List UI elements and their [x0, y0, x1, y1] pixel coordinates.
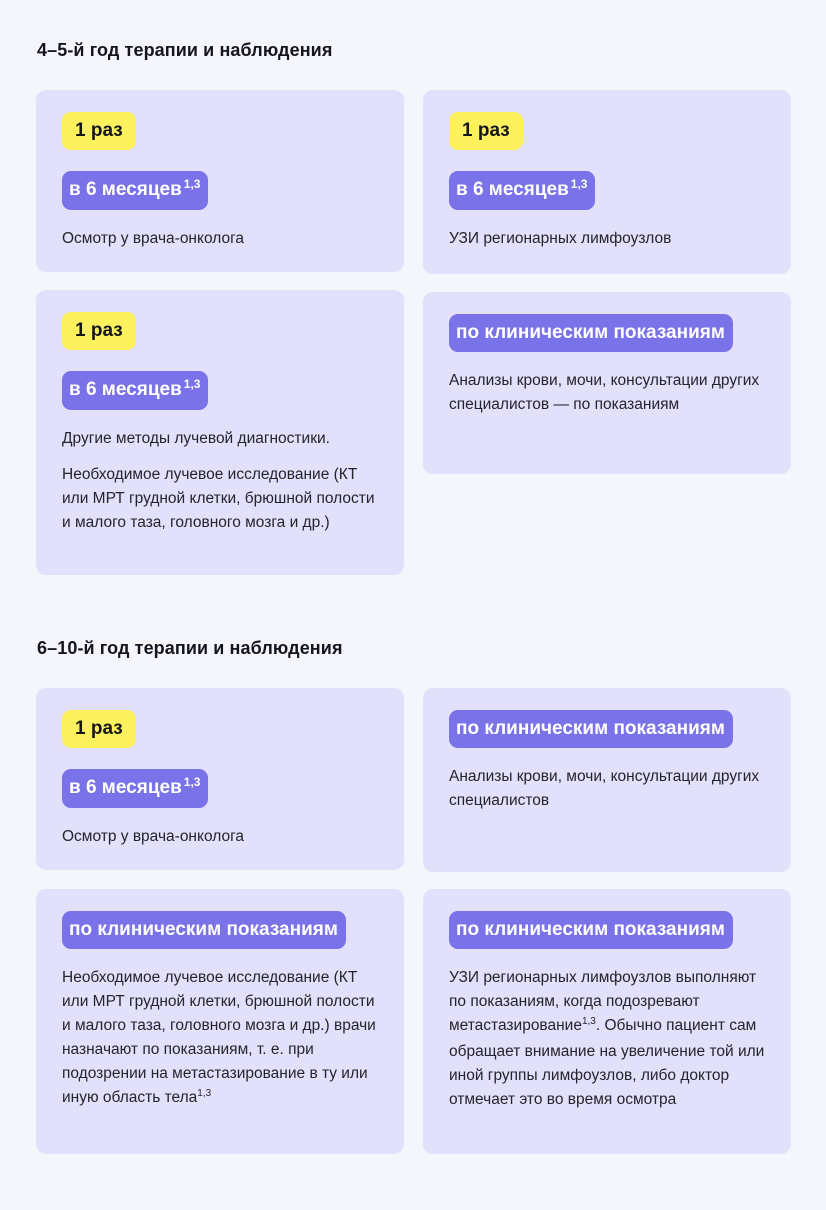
reference-mark: 1,3 — [183, 775, 201, 789]
card-description — [62, 966, 378, 1112]
card-lymph-node-ultrasound — [423, 90, 791, 274]
section-title-years-4-5: 4–5-й год терапии и наблюдения — [37, 40, 333, 60]
period-label: в 6 месяцев — [69, 179, 182, 200]
card-radiology — [36, 290, 404, 575]
frequency-badge: 1 раз — [62, 710, 136, 748]
card-description: Осмотр у врача-онколога — [62, 828, 245, 845]
period-badge — [449, 171, 595, 210]
section-title-years-6-10: 6–10-й год терапии и наблюдения — [37, 638, 343, 658]
card-description-text: УЗИ регионарных лимфоузлов выполняют по показаниям, когда подозревают метастазирование — [449, 969, 757, 1034]
period-label: в 6 месяцев — [456, 179, 569, 200]
card-description: Осмотр у врача-онколога — [62, 230, 245, 247]
card-blood-urine-tests — [423, 292, 791, 474]
card-description-text: Необходимое лучевое исследование (КТ или МРТ грудной клетки, брюшной полости и малого таза, головного мозга и др.) врачи назначают по показаниям, т. е. при подозрении на метастазирование в ту или иную область тела — [62, 969, 376, 1106]
card-radiology — [36, 889, 404, 1154]
card-oncologist-exam — [36, 90, 404, 272]
reference-mark: 1,3 — [570, 177, 588, 191]
frequency-badge: 1 раз — [449, 112, 523, 150]
frequency-badge: 1 раз — [62, 312, 136, 350]
reference-mark: 1,3 — [183, 377, 201, 391]
card-description: Анализы крови, мочи, консультации других специалистов — [449, 768, 760, 809]
period-badge: по клиническим показаниям — [449, 710, 733, 748]
period-label: в 6 месяцев — [69, 379, 182, 400]
card-description: УЗИ регионарных лимфоузлов — [449, 230, 672, 247]
card-description: Другие методы лучевой диагностики. — [62, 430, 330, 447]
reference-mark: 1,3 — [581, 1016, 596, 1027]
period-badge — [62, 371, 208, 410]
reference-mark: 1,3 — [183, 177, 201, 191]
period-badge: по клиническим показаниям — [449, 314, 733, 352]
card-description-continuation: . Обычно пациент сам обращает внимание на увеличение той или иной группы лимфоузлов, либо доктор отмечает это во время осмотра — [449, 1017, 765, 1108]
period-badge — [62, 171, 208, 210]
card-description — [449, 966, 765, 1112]
card-description-detail: Необходимое лучевое исследование (КТ или МРТ грудной клетки, брюшной полости и малого таза, головного мозга и др.) — [62, 466, 375, 531]
card-description: Анализы крови, мочи, консультации других специалистов — по показаниям — [449, 372, 760, 413]
card-lymph-node-ultrasound — [423, 889, 791, 1154]
frequency-badge: 1 раз — [62, 112, 136, 150]
period-badge — [62, 769, 208, 808]
card-blood-urine-tests — [423, 688, 791, 872]
period-badge: по клиническим показаниям — [62, 911, 346, 949]
period-badge: по клиническим показаниям — [449, 911, 733, 949]
period-label: в 6 месяцев — [69, 777, 182, 798]
card-oncologist-exam — [36, 688, 404, 870]
reference-mark: 1,3 — [197, 1088, 212, 1099]
